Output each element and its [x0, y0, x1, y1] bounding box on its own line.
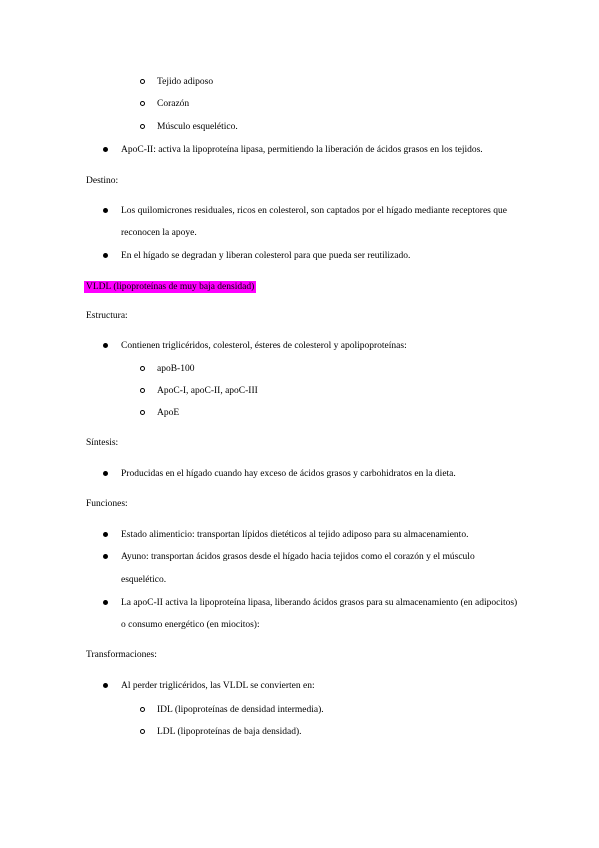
section-heading: Destino:	[86, 176, 119, 186]
list-item-continuation: o consumo energético (en miocitos):	[121, 620, 260, 630]
bullet-icon	[103, 532, 108, 537]
section-title	[86, 281, 256, 293]
list-item: Al perder triglicéridos, las VLDL se convierten en:	[121, 681, 315, 691]
section-heading: Funciones:	[86, 499, 128, 509]
bullet-icon	[103, 471, 108, 476]
circle-bullet-icon	[140, 729, 145, 734]
list-item: Ayuno: transportan ácidos grasos desde el hígado hacia tejidos como el corazón y el músculo	[121, 552, 475, 562]
sub-item: apoB-100	[157, 364, 195, 374]
circle-bullet-icon	[140, 388, 145, 393]
list-item: ApoC-II: activa la lipoproteína lipasa, permitiendo la liberación de ácidos grasos en los tejidos.	[121, 145, 483, 155]
sub-item: Corazón	[157, 99, 190, 109]
bullet-icon	[103, 208, 108, 213]
circle-bullet-icon	[140, 79, 145, 84]
bullet-icon	[103, 600, 108, 605]
circle-bullet-icon	[140, 124, 145, 129]
list-item: Los quilomicrones residuales, ricos en colesterol, son captados por el hígado mediante receptores que	[121, 206, 507, 216]
sub-item: ApoC-I, apoC-II, apoC-III	[157, 386, 258, 396]
circle-bullet-icon	[140, 366, 145, 371]
highlighted-title: VLDL (lipoproteínas de muy baja densidad)	[86, 282, 255, 292]
section-heading: Estructura:	[86, 311, 128, 321]
circle-bullet-icon	[140, 707, 145, 712]
sub-item: IDL (lipoproteínas de densidad intermedia).	[157, 705, 324, 715]
bullet-icon	[103, 554, 108, 559]
bullet-icon	[103, 253, 108, 258]
bullet-icon	[103, 683, 108, 688]
list-item: La apoC-II activa la lipoproteína lipasa, liberando ácidos grasos para su almacenamiento (en adipocitos)	[121, 598, 518, 608]
bullet-icon	[103, 147, 108, 152]
list-item: Estado alimenticio: transportan lípidos dietéticos al tejido adiposo para su almacenamiento.	[121, 530, 469, 540]
list-item-continuation: reconocen la apoye.	[121, 228, 197, 238]
list-item: Contienen triglicéridos, colesterol, ésteres de colesterol y apolipoproteínas:	[121, 341, 407, 351]
list-item-continuation: esquelético.	[121, 575, 167, 585]
list-item: Producidas en el hígado cuando hay exceso de ácidos grasos y carbohidratos en la dieta.	[121, 469, 456, 479]
bullet-icon	[103, 343, 108, 348]
section-heading: Transformaciones:	[86, 650, 157, 660]
sub-item: Tejido adiposo	[157, 77, 214, 87]
sub-item: Músculo esquelético.	[157, 122, 238, 132]
sub-item: ApoE	[157, 408, 180, 418]
list-item: En el hígado se degradan y liberan colesterol para que pueda ser reutilizado.	[121, 251, 411, 261]
circle-bullet-icon	[140, 410, 145, 415]
sub-item: LDL (lipoproteínas de baja densidad).	[157, 727, 302, 737]
section-heading: Síntesis:	[86, 438, 119, 448]
circle-bullet-icon	[140, 101, 145, 106]
